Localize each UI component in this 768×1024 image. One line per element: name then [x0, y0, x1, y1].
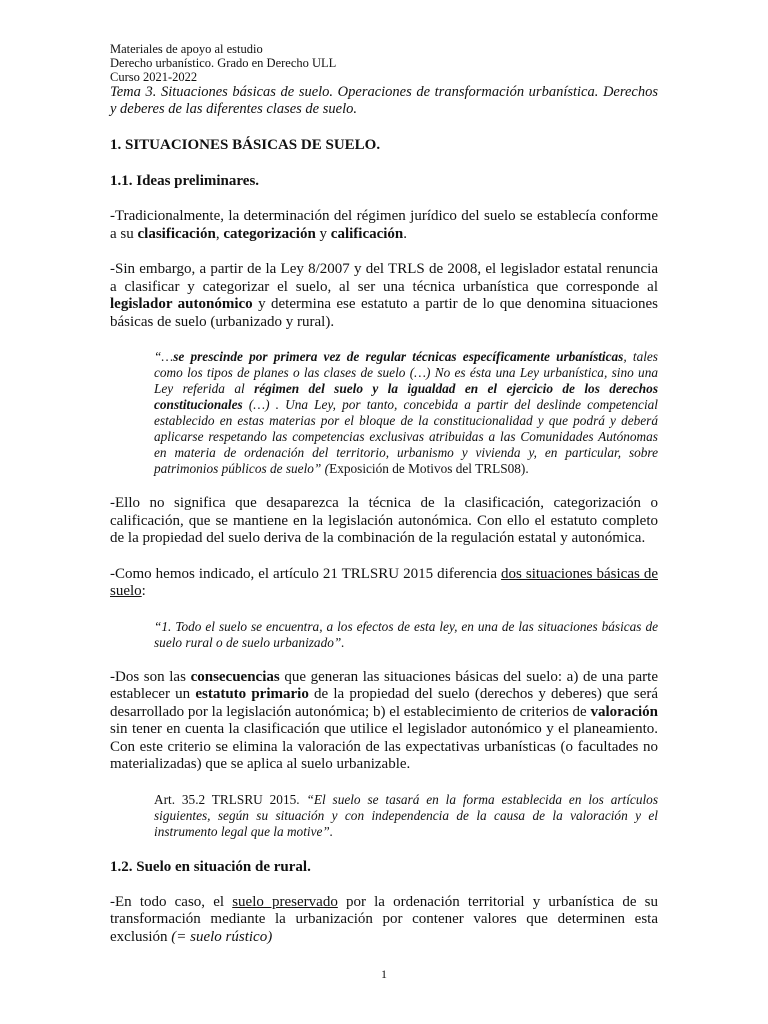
topic-title: Tema 3. Situaciones básicas de suelo. Operaciones de transformación urbanística. Derechos y deberes de las diferentes clases de suelo. — [110, 84, 658, 117]
block-quote — [154, 792, 658, 840]
bold-term: calificación — [330, 225, 404, 242]
bold-term: estatuto primario — [195, 686, 309, 702]
bold-term: régimen del suelo y la igualdad en el ejercicio de los derechos constitucionales — [154, 381, 659, 412]
bold-term: valoración — [590, 703, 658, 720]
bold-term: consecuencias — [190, 668, 280, 685]
paragraph — [110, 566, 658, 601]
paragraph — [110, 669, 658, 774]
text-run: “… — [154, 349, 174, 364]
text-run: : — [141, 583, 146, 599]
bold-term: clasificación — [137, 225, 216, 242]
document-header — [110, 42, 658, 118]
document-page — [110, 42, 658, 964]
bold-term: legislador autonómico — [110, 296, 253, 312]
block-quote: “1. Todo el suelo se encuentra, a los efectos de esta ley, en una de las situaciones básicas de suelo rural o de suelo urbanizado”. — [154, 618, 658, 650]
paragraph: -Ello no significa que desaparezca la técnica de la clasificación, categorización o calificación, que se mantiene en la legislación autonómica. Con ello el estatuto completo de la propiedad del suelo deriva de la combinación de la regulación estatal y autonómica. — [110, 495, 658, 546]
text-run: -Como hemos indicado, el artículo 21 TRLSRU 2015 diferencia — [110, 565, 502, 582]
text-run: sin tener en cuenta la clasificación que utilice el legislador autonómico y el planeamiento. Con este criterio se elimina la valoración de las expectativas urbanísticas (o facultades no materializadas) que se aplica al suelo urbanizable. — [110, 721, 658, 772]
text-run: de la propiedad del suelo (derechos y deberes) que será desarrollado por la legislación autonómica; b) el establecimiento de criterios de — [110, 686, 658, 720]
paragraph — [110, 261, 658, 331]
bold-term: categorización — [223, 225, 316, 242]
section-heading: 1. SITUACIONES BÁSICAS DE SUELO. — [110, 137, 381, 153]
italic-term: (= suelo rústico) — [171, 928, 273, 945]
text-run: (…) . Una Ley, por tanto, concebida a partir del deslinde competencial establecido en estas materias por el bloque de la constitucionalidad y que podrá y deberá aplicarse respetando las competencias exclusivas atribuidas a las Comunidades Autónomas en materia de ordenación del territorio, urbanismo y vivienda y, en particular, sobre patrimonios públicos de suelo” ( — [154, 397, 658, 476]
text-run: -Tradicionalmente, la determinación del régimen jurídico del suelo se establecía conforme a su — [110, 208, 658, 242]
subsection-heading: 1.2. Suelo en situación de rural. — [110, 858, 311, 875]
text-run: y — [315, 225, 331, 242]
block-quote — [154, 349, 658, 477]
text-run: , — [215, 225, 224, 242]
quote-text: “El suelo se tasará en la forma establecida en los artículos siguientes, según su situación y con independencia de la causa de la valoración y el instrumento legal que la motive”. — [154, 791, 658, 839]
paragraph — [110, 208, 658, 243]
text-run: , tales como los tipos de planes o las clases de suelo (…) No es ésta una Ley urbanística, sino una Ley referida al — [154, 349, 658, 396]
header-line: Curso 2021-2022 — [110, 70, 198, 84]
paragraph — [110, 894, 658, 947]
text-run: -Sin embargo, a partir de la Ley 8/2007 y del TRLS de 2008, el legislador estatal renuncia a clasificar y categorizar el suelo, al ser una técnica urbanística que corresponde al — [110, 261, 658, 295]
text-run: . — [403, 225, 408, 242]
citation: Exposición de Motivos del TRLS08). — [329, 461, 529, 476]
text-run: que generan las situaciones básicas del suelo: a) de una parte establecer un — [110, 668, 659, 702]
bold-term: se prescinde por primera vez de regular técnicas específicamente urbanísticas — [173, 349, 624, 364]
citation: Art. 35.2 TRLSRU 2015. — [154, 791, 307, 807]
header-line: Materiales de apoyo al estudio — [110, 42, 263, 56]
text-run: -Dos son las — [110, 668, 191, 685]
underlined-term: suelo preservado — [232, 893, 338, 910]
text-run: y determina ese estatuto a partir de lo que denomina situaciones básicas de suelo (urbanizado y rural). — [110, 296, 658, 330]
subsection-heading: 1.1. Ideas preliminares. — [110, 173, 260, 189]
text-run: por la ordenación territorial y urbanística de su transformación mediante la urbanización por contener valores que determinen esta exclusión — [110, 893, 658, 945]
header-line: Derecho urbanístico. Grado en Derecho ULL — [110, 56, 337, 70]
underlined-term: dos situaciones básicas de suelo — [110, 565, 658, 599]
page-number: 1 — [381, 967, 387, 981]
text-run: -En todo caso, el — [110, 893, 233, 910]
